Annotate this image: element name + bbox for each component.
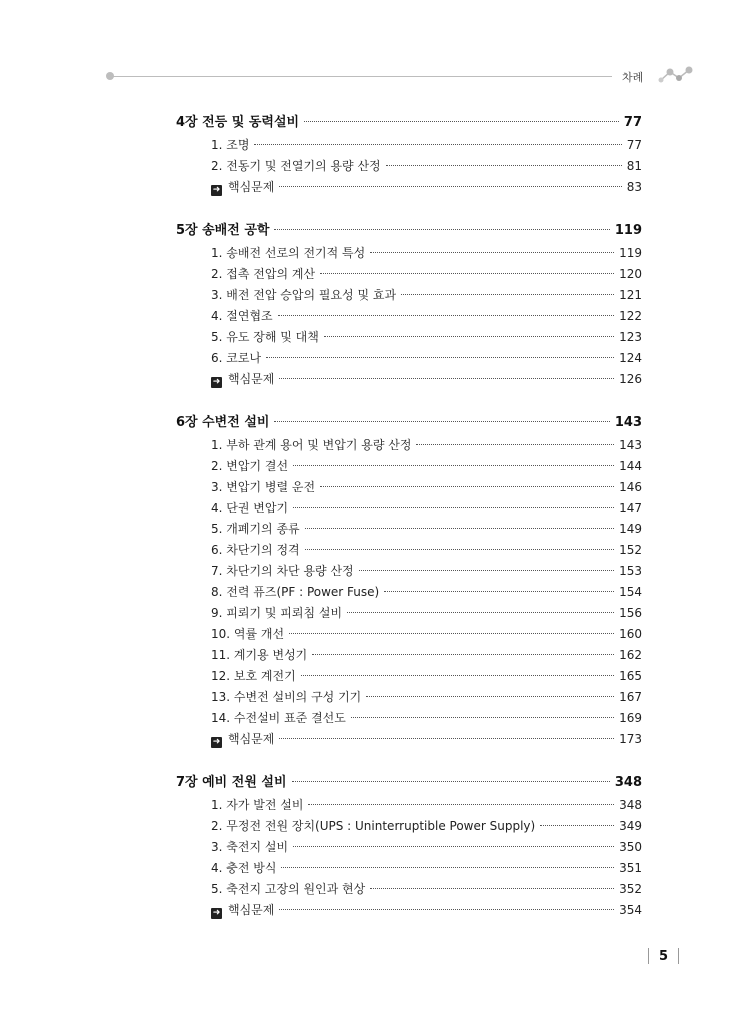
toc-entry[interactable] <box>176 879 642 900</box>
entry-page: 143 <box>619 438 642 452</box>
toc-entry[interactable] <box>176 708 642 729</box>
toc-entry[interactable] <box>176 816 642 837</box>
entry-page: 154 <box>619 585 642 599</box>
entry-label: 8. 전력 퓨즈(PF : Power Fuse) <box>211 585 380 599</box>
entry-page: 146 <box>619 480 642 494</box>
leader-dots <box>312 654 614 655</box>
entry-label: 3. 축전지 설비 <box>211 840 289 854</box>
leader-dots <box>254 144 621 145</box>
leader-dots <box>301 675 614 676</box>
entry-label: 11. 계기용 변성기 <box>211 648 308 662</box>
toc-entry[interactable] <box>176 795 642 816</box>
leader-dots <box>359 570 614 571</box>
entry-label: 3. 배전 전압 승압의 필요성 및 효과 <box>211 288 397 302</box>
entry-label: 6. 차단기의 정격 <box>211 543 300 557</box>
chapter-heading[interactable] <box>176 411 642 435</box>
leader-dots <box>320 273 614 274</box>
toc-entry[interactable] <box>176 837 642 858</box>
chapter-title: 6장 수변전 설비 <box>176 415 270 430</box>
entry-page: 169 <box>619 711 642 725</box>
toc-entry[interactable] <box>176 348 642 369</box>
entry-page: 160 <box>619 627 642 641</box>
toc-entry[interactable] <box>176 582 642 603</box>
toc-entry[interactable] <box>176 624 642 645</box>
entry-label: 7. 차단기의 차단 용량 산정 <box>211 564 354 578</box>
toc-entry[interactable] <box>176 456 642 477</box>
entry-label: 3. 변압기 병렬 운전 <box>211 480 316 494</box>
toc-entry[interactable] <box>176 540 642 561</box>
leader-dots <box>278 315 614 316</box>
toc-entry-key-problems[interactable] <box>176 900 642 921</box>
leader-dots <box>305 528 614 529</box>
entry-label: 5. 유도 장해 및 대책 <box>211 330 319 344</box>
leader-dots <box>540 825 614 826</box>
toc-entry[interactable] <box>176 327 642 348</box>
arrow-box-icon: ➜ <box>212 185 221 195</box>
toc-entry[interactable] <box>176 243 642 264</box>
chapter-page: 143 <box>614 415 642 430</box>
leader-dots <box>416 444 614 445</box>
entry-label: 2. 무정전 전원 장치(UPS : Uninterruptible Power Supply) <box>211 819 536 833</box>
chapter-page: 119 <box>614 223 642 238</box>
toc-entry[interactable] <box>176 666 642 687</box>
entry-label: 4. 충전 방식 <box>211 861 277 875</box>
leader-dots <box>347 612 614 613</box>
toc-entry[interactable] <box>176 687 642 708</box>
entry-page: 156 <box>619 606 642 620</box>
toc-entry[interactable] <box>176 477 642 498</box>
toc-entry[interactable] <box>176 858 642 879</box>
leader-dots <box>274 229 609 230</box>
toc-entry[interactable] <box>176 498 642 519</box>
arrow-box-icon: ➜ <box>212 908 221 918</box>
page-number: 5 <box>659 948 669 964</box>
entry-label: 6. 코로나 <box>211 351 262 365</box>
entry-page: 122 <box>619 309 642 323</box>
entry-label: 9. 피뢰기 및 피뢰침 설비 <box>211 606 343 620</box>
footer-divider <box>678 948 679 964</box>
toc-entry-key-problems[interactable] <box>176 729 642 750</box>
entry-label: 13. 수변전 설비의 구성 기기 <box>211 690 362 704</box>
chapter-page: 348 <box>614 775 642 790</box>
entry-page: 348 <box>619 798 642 812</box>
entry-page: 124 <box>619 351 642 365</box>
entry-label: 14. 수전설비 표준 결선도 <box>211 711 346 725</box>
arrow-box-icon: ➜ <box>212 377 221 387</box>
entry-label: 핵심문제 <box>228 372 275 386</box>
entry-label: 1. 조명 <box>211 138 250 152</box>
entry-page: 120 <box>619 267 642 281</box>
entry-label: 1. 송배전 선로의 전기적 특성 <box>211 246 366 260</box>
toc-entry[interactable] <box>176 264 642 285</box>
chapter-section <box>176 771 642 921</box>
leader-dots <box>305 549 614 550</box>
leader-dots <box>293 465 614 466</box>
chapter-heading[interactable] <box>176 771 642 795</box>
entry-label: 12. 보호 계전기 <box>211 669 296 683</box>
chapter-section <box>176 219 642 390</box>
leader-dots <box>304 121 619 122</box>
toc-entry-key-problems[interactable] <box>176 369 642 390</box>
leader-dots <box>293 507 614 508</box>
entry-page: 149 <box>619 522 642 536</box>
entry-page: 126 <box>619 372 642 386</box>
toc-entry[interactable] <box>176 645 642 666</box>
leader-dots <box>279 378 614 379</box>
toc-entry[interactable] <box>176 519 642 540</box>
leader-dots <box>279 909 614 910</box>
leader-dots <box>366 696 614 697</box>
toc-entry[interactable] <box>176 306 642 327</box>
entry-page: 153 <box>619 564 642 578</box>
entry-page: 354 <box>619 903 642 917</box>
entry-label: 1. 자가 발전 설비 <box>211 798 304 812</box>
entry-page: 77 <box>626 138 642 152</box>
entry-page: 147 <box>619 501 642 515</box>
leader-dots <box>289 633 614 634</box>
entry-page: 123 <box>619 330 642 344</box>
leader-dots <box>281 867 614 868</box>
entry-page: 162 <box>619 648 642 662</box>
toc-entry[interactable] <box>176 603 642 624</box>
leader-dots <box>370 888 614 889</box>
entry-page: 81 <box>626 159 642 173</box>
entry-page: 119 <box>619 246 642 260</box>
footer-divider <box>648 948 649 964</box>
leader-dots <box>292 781 610 782</box>
toc-entry[interactable] <box>176 156 642 177</box>
leader-dots <box>351 717 614 718</box>
header-title: 차례 <box>622 71 644 84</box>
leader-dots <box>308 804 614 805</box>
entry-label: 1. 부하 관계 용어 및 변압기 용량 산정 <box>211 438 412 452</box>
leader-dots <box>266 357 614 358</box>
toc-entry[interactable] <box>176 435 642 456</box>
entry-page: 167 <box>619 690 642 704</box>
chapter-title: 7장 예비 전원 설비 <box>176 775 287 790</box>
leader-dots <box>324 336 614 337</box>
leader-dots <box>384 591 614 592</box>
chapter-section <box>176 411 642 750</box>
chapter-page: 77 <box>623 115 642 130</box>
leader-dots <box>279 186 621 187</box>
chapter-heading[interactable] <box>176 111 642 135</box>
arrow-box-icon: ➜ <box>212 737 221 747</box>
leader-dots <box>293 846 614 847</box>
entry-page: 352 <box>619 882 642 896</box>
entry-page: 351 <box>619 861 642 875</box>
leader-dots <box>370 252 614 253</box>
entry-label: 2. 접촉 전압의 계산 <box>211 267 316 281</box>
entry-label: 5. 축전지 고장의 원인과 현상 <box>211 882 366 896</box>
entry-label: 핵심문제 <box>228 180 275 194</box>
toc-entry[interactable] <box>176 561 642 582</box>
leader-dots <box>274 421 609 422</box>
leader-dots <box>279 738 614 739</box>
chapter-title: 4장 전등 및 동력설비 <box>176 115 300 130</box>
entry-page: 165 <box>619 669 642 683</box>
entry-label: 2. 변압기 결선 <box>211 459 289 473</box>
entry-label: 5. 개폐기의 종류 <box>211 522 300 536</box>
entry-page: 152 <box>619 543 642 557</box>
leader-dots <box>401 294 614 295</box>
entry-label: 핵심문제 <box>228 903 275 917</box>
entry-label: 핵심문제 <box>228 732 275 746</box>
page-footer <box>648 946 679 966</box>
chapter-title: 5장 송배전 공학 <box>176 223 270 238</box>
table-of-contents <box>176 111 642 942</box>
chapter-section <box>176 111 642 198</box>
entry-page: 83 <box>626 180 642 194</box>
entry-page: 173 <box>619 732 642 746</box>
entry-page: 121 <box>619 288 642 302</box>
toc-entry[interactable] <box>176 285 642 306</box>
toc-entry[interactable] <box>176 135 642 156</box>
entry-page: 350 <box>619 840 642 854</box>
toc-entry-key-problems[interactable] <box>176 177 642 198</box>
entry-label: 4. 단권 변압기 <box>211 501 289 515</box>
entry-page: 144 <box>619 459 642 473</box>
entry-label: 10. 역률 개선 <box>211 627 285 641</box>
decorative-dots-icon <box>658 66 694 84</box>
header-rule <box>112 76 612 77</box>
entry-page: 349 <box>619 819 642 833</box>
chapter-heading[interactable] <box>176 219 642 243</box>
entry-label: 2. 전동기 및 전열기의 용량 산정 <box>211 159 381 173</box>
leader-dots <box>320 486 614 487</box>
leader-dots <box>386 165 622 166</box>
entry-label: 4. 절연협조 <box>211 309 273 323</box>
